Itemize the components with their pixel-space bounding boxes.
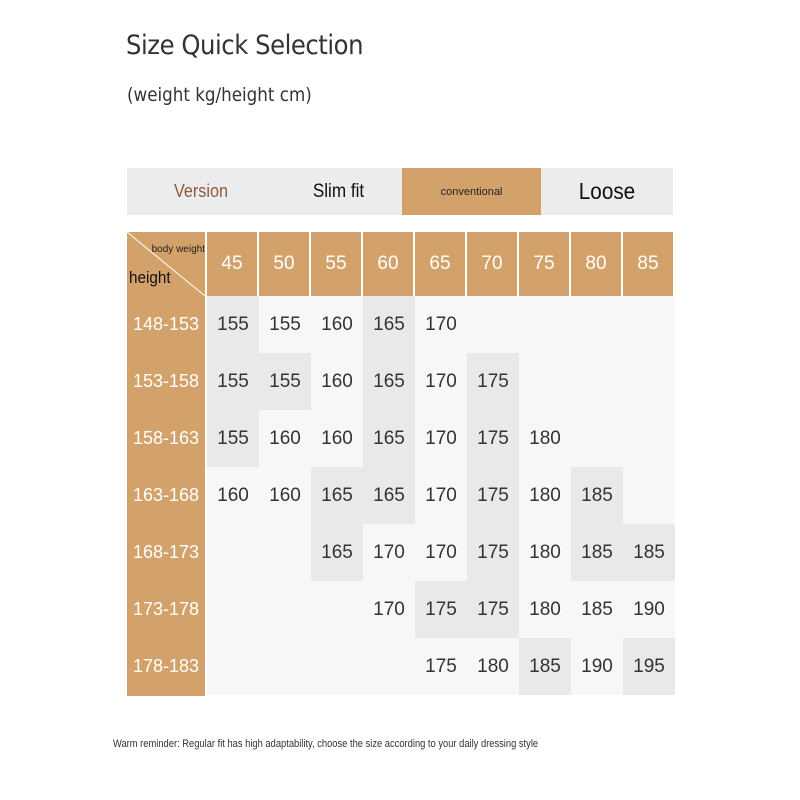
weight-header: 85 [623,232,673,296]
size-cell: 185 [519,638,571,695]
height-row-label: 168-173 [132,542,200,562]
size-cell: 155 [259,296,311,353]
size-cell [623,410,675,467]
size-cell: 165 [363,410,415,467]
size-cell: 185 [571,581,623,638]
size-cell [519,353,571,410]
weight-header: 45 [207,232,257,296]
size-cell: 160 [207,467,259,524]
size-cell: 180 [519,524,571,581]
size-cell [623,467,675,524]
height-row-label: 153-158 [132,371,200,391]
weight-header: 60 [363,232,413,296]
size-cell: 175 [467,581,519,638]
height-row-label: 163-168 [132,485,200,505]
size-cell: 175 [467,410,519,467]
size-cell: 165 [363,296,415,353]
size-cell: 185 [571,524,623,581]
size-cell: 170 [363,581,415,638]
weight-header: 50 [259,232,309,296]
height-row-label: 158-163 [132,428,200,448]
warm-reminder-note: Warm reminder: Regular fit has high adaptability, choose the size according to your daily dressing style [113,738,539,750]
size-cell [467,296,519,353]
size-cell: 160 [259,467,311,524]
table-corner-header [127,232,205,296]
legend-loose: Loose [578,178,636,204]
height-row-label: 178-183 [132,656,200,676]
size-cell [259,524,311,581]
page-title: Size Quick Selection [126,30,364,61]
size-cell: 185 [571,467,623,524]
size-cell: 170 [415,524,467,581]
legend-slim-fit: Slim fit [312,180,365,202]
size-cell: 170 [363,524,415,581]
size-cell [311,638,363,695]
size-cell: 155 [207,353,259,410]
size-cell: 190 [571,638,623,695]
corner-weight-label: body weight [151,244,205,255]
size-cell: 170 [415,353,467,410]
weight-header: 55 [311,232,361,296]
legend-conventional: conventional [402,168,541,215]
size-table [127,232,673,696]
size-cell: 155 [207,410,259,467]
size-cell: 160 [259,410,311,467]
height-row-label: 148-153 [132,314,200,334]
size-cell: 170 [415,296,467,353]
size-cell: 170 [415,467,467,524]
page-subtitle: (weight kg/height cm) [127,84,312,106]
fit-legend [127,168,673,215]
size-cell: 190 [623,581,675,638]
size-cell [363,638,415,695]
weight-header: 65 [415,232,465,296]
size-cell [259,581,311,638]
size-cell [519,296,571,353]
size-cell [623,296,675,353]
size-cell: 165 [363,353,415,410]
size-cell [571,410,623,467]
height-row-label: 173-178 [132,599,200,619]
size-cell: 170 [415,410,467,467]
weight-header: 70 [467,232,517,296]
size-cell [207,638,259,695]
size-cell: 160 [311,296,363,353]
size-cell: 165 [311,524,363,581]
size-cell: 195 [623,638,675,695]
legend-version-label: Version [173,181,229,201]
size-cell: 155 [207,296,259,353]
size-cell: 160 [311,410,363,467]
size-cell: 165 [311,467,363,524]
size-cell [311,581,363,638]
size-cell: 180 [519,410,571,467]
size-cell: 180 [467,638,519,695]
size-cell [623,353,675,410]
corner-height-label: height [129,268,171,287]
size-cell: 155 [259,353,311,410]
weight-header: 80 [571,232,621,296]
size-cell: 180 [519,581,571,638]
size-cell: 160 [311,353,363,410]
size-cell [571,296,623,353]
size-cell: 175 [467,467,519,524]
size-cell: 175 [467,524,519,581]
size-cell: 175 [415,638,467,695]
size-cell [207,524,259,581]
size-cell: 175 [467,353,519,410]
size-cell: 175 [415,581,467,638]
size-cell [259,638,311,695]
size-cell [207,581,259,638]
size-cell: 185 [623,524,675,581]
size-cell: 180 [519,467,571,524]
weight-header: 75 [519,232,569,296]
size-cell: 165 [363,467,415,524]
size-cell [571,353,623,410]
